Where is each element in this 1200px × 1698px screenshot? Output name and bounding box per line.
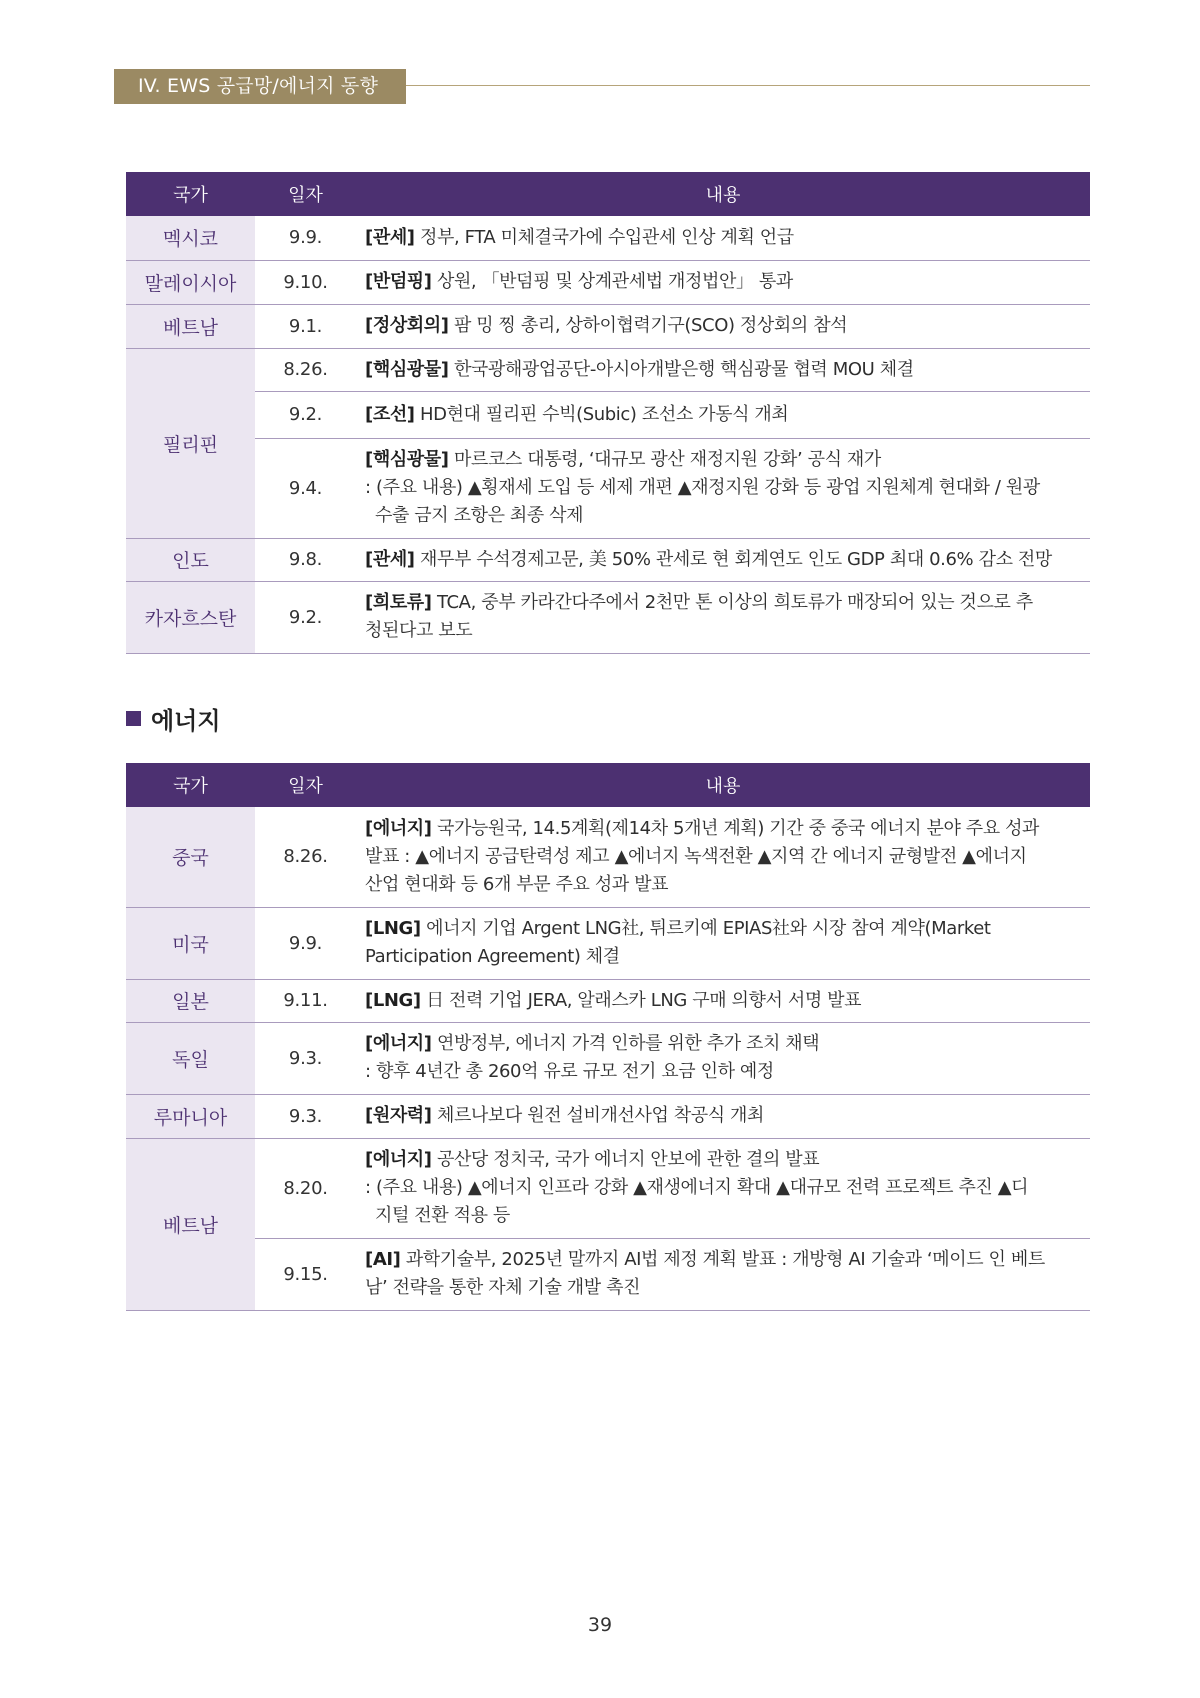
country-cell: 베트남 [126,1138,255,1310]
content-cell [356,1022,1090,1094]
content-text: 체르나보다 원전 설비개선사업 착공식 개최 [436,1105,765,1126]
content-cell [356,538,1090,581]
content-text: 공산당 정치국, 국가 에너지 안보에 관한 결의 발표 [436,1149,820,1170]
content-text: 과학기술부, 2025년 말까지 AI법 제정 계획 발표 : 개방형 AI 기술과 ‘메이드 인 베트 [405,1249,1045,1270]
table-row [126,581,1090,653]
table-row [126,348,1090,391]
content-line [365,1030,1080,1058]
content-text: 상원, 「반덤핑 및 상계관세법 개정법안」 통과 [436,271,793,292]
content-text: 마르코스 대통령, ‘대규모 광산 재정지원 강화’ 공식 재가 [453,449,881,470]
content-text: 재무부 수석경제고문, 美 50% 관세로 현 회계연도 인도 GDP 최대 0.6% 감소 전망 [419,548,1052,570]
content-cell [356,438,1090,538]
supply-chain-table [126,172,1090,654]
content-text: HD현대 필리핀 수빅(Subic) 조선소 가동식 개최 [419,403,789,425]
table-row [126,304,1090,348]
date-cell: 8.26. [255,348,356,391]
date-cell: 9.15. [255,1238,356,1310]
table-row [126,216,1090,260]
content-cell [356,348,1090,391]
topic-tag: [LNG] [365,918,421,939]
content-cell [356,807,1090,907]
table-row [126,1238,1090,1310]
content-line: : 향후 4년간 총 260억 유로 규모 전기 요금 인하 예정 [365,1061,774,1082]
topic-tag: [에너지] [365,1149,432,1170]
topic-tag: [LNG] [365,989,421,1011]
date-cell: 9.11. [255,979,356,1022]
content-text: 정부, FTA 미체결국가에 수입관세 인상 계획 언급 [419,226,794,248]
date-cell: 9.3. [255,1094,356,1138]
topic-tag: [관세] [365,226,415,248]
table-row [126,538,1090,581]
content-line: 수출 금지 조항은 최종 삭제 [375,505,584,526]
country-cell: 필리핀 [126,348,255,538]
energy-table [126,763,1090,1311]
country-cell: 말레이시아 [126,260,255,304]
content-line: : (주요 내용) ▲횡재세 도입 등 세제 개편 ▲재정지원 강화 등 광업 지원체계 현대화 / 원광 [365,477,1040,498]
country-cell: 미국 [126,907,255,979]
content-cell [356,260,1090,304]
table-row [126,907,1090,979]
topic-tag: [정상회의] [365,315,449,336]
topic-tag: [에너지] [365,1033,432,1054]
date-cell: 9.4. [255,438,356,538]
content-cell [356,1238,1090,1310]
content-cell [356,391,1090,438]
country-cell: 멕시코 [126,216,255,260]
content-cell [356,979,1090,1022]
page-number: 39 [587,1614,613,1636]
content-line: 청된다고 보도 [365,620,473,641]
content-text: 국가능원국, 14.5계획(제14차 5개년 계획) 기간 중 중국 에너지 분야 주요 성과 [436,817,1040,839]
content-line [365,815,1080,843]
chapter-label: IV. EWS 공급망/에너지 동향 [114,69,406,104]
topic-tag: [AI] [365,1249,401,1270]
content-line: Participation Agreement) 체결 [365,946,620,967]
content-line [365,589,1080,617]
date-cell: 9.9. [255,216,356,260]
content-text: TCA, 중부 카라간다주에서 2천만 톤 이상의 희토류가 매장되어 있는 것으로 추 [436,592,1033,613]
header-date: 일자 [255,172,356,216]
country-cell: 인도 [126,538,255,581]
content-line: 산업 현대화 등 6개 부문 주요 성과 발표 [365,873,669,895]
table-row [126,260,1090,304]
date-cell: 8.20. [255,1138,356,1238]
date-cell: 9.1. [255,304,356,348]
date-cell: 9.2. [255,391,356,438]
topic-tag: [핵심광물] [365,358,449,380]
content-line [365,1246,1080,1274]
content-text: 팜 밍 찡 총리, 상하이협력기구(SCO) 정상회의 참석 [453,315,848,336]
table-row [126,1094,1090,1138]
content-line [365,1146,1080,1174]
table-row [126,807,1090,907]
content-text: 한국광해광업공단-아시아개발은행 핵심광물 협력 MOU 체결 [453,358,914,380]
table-header-row [126,763,1090,807]
topic-tag: [희토류] [365,592,432,613]
country-cell: 베트남 [126,304,255,348]
country-cell: 중국 [126,807,255,907]
date-cell: 9.8. [255,538,356,581]
content-cell [356,1138,1090,1238]
content-line [365,915,1080,943]
date-cell: 9.10. [255,260,356,304]
country-cell: 독일 [126,1022,255,1094]
section-title [126,701,221,735]
topic-tag: [에너지] [365,817,432,839]
header-date: 일자 [255,763,356,807]
content-cell [356,581,1090,653]
header-country: 국가 [126,763,255,807]
topic-tag: [관세] [365,548,415,570]
content-line: 남’ 전략을 통한 자체 기술 개발 촉진 [365,1277,641,1298]
content-line [365,446,1080,474]
topic-tag: [원자력] [365,1105,432,1126]
table-row [126,1022,1090,1094]
table-row [126,979,1090,1022]
content-text: 연방정부, 에너지 가격 인하를 위한 추가 조치 채택 [436,1033,820,1054]
header-content: 내용 [356,172,1090,216]
country-cell: 카자흐스탄 [126,581,255,653]
table-row [126,438,1090,538]
content-cell [356,1094,1090,1138]
table-header-row [126,172,1090,216]
topic-tag: [반덤핑] [365,271,432,292]
content-cell [356,304,1090,348]
header-divider [406,85,1090,86]
content-line: 지털 전환 적용 등 [375,1205,510,1226]
content-text: 日 전력 기업 JERA, 알래스카 LNG 구매 의향서 서명 발표 [426,989,862,1011]
square-bullet-icon [126,711,141,726]
content-cell [356,907,1090,979]
topic-tag: [핵심광물] [365,449,449,470]
date-cell: 9.3. [255,1022,356,1094]
country-cell: 일본 [126,979,255,1022]
date-cell: 9.9. [255,907,356,979]
section-title-text: 에너지 [151,706,221,735]
header-country: 국가 [126,172,255,216]
date-cell: 8.26. [255,807,356,907]
table-row [126,391,1090,438]
header-content: 내용 [356,763,1090,807]
content-cell [356,216,1090,260]
content-line: : (주요 내용) ▲에너지 인프라 강화 ▲재생에너지 확대 ▲대규모 전력 프로젝트 추진 ▲디 [365,1177,1029,1198]
content-line: 발표 : ▲에너지 공급탄력성 제고 ▲에너지 녹색전환 ▲지역 간 에너지 균형발전 ▲에너지 [365,845,1027,867]
table-row [126,1138,1090,1238]
country-cell: 루마니아 [126,1094,255,1138]
content-text: 에너지 기업 Argent LNG社, 튀르키예 EPIAS社와 시장 참여 계약(Market [426,918,991,939]
topic-tag: [조선] [365,403,415,425]
date-cell: 9.2. [255,581,356,653]
